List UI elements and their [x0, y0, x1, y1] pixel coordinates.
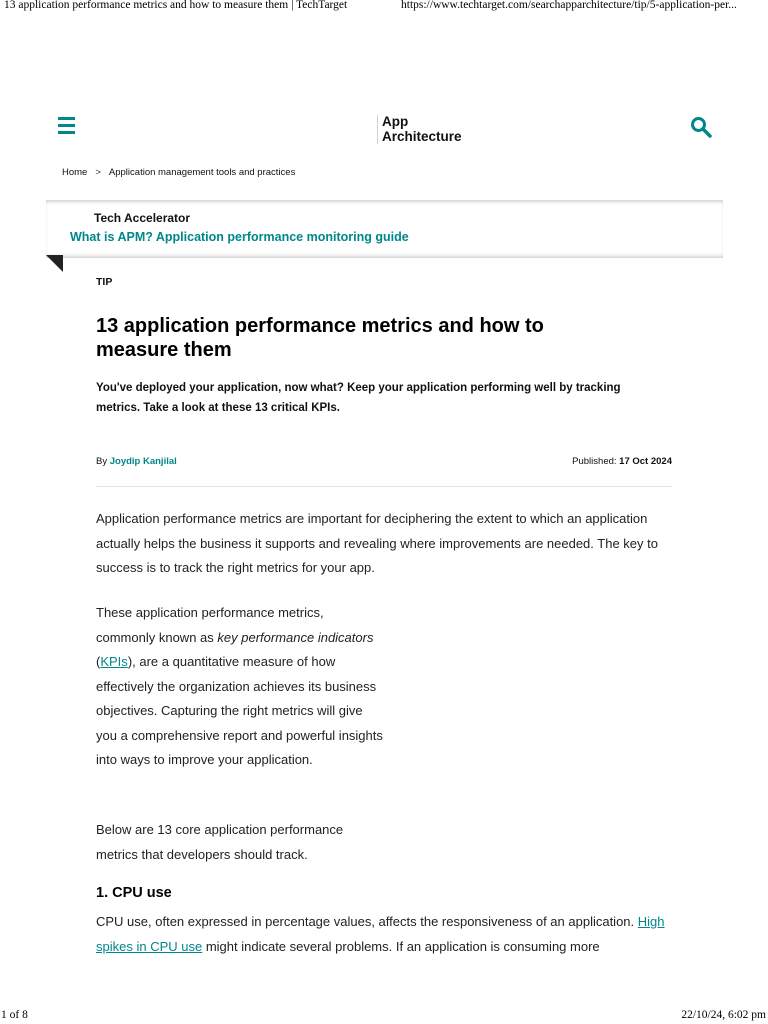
article-title: 13 application performance metrics and how to measure them: [96, 315, 544, 361]
author-link[interactable]: Joydip Kanjilal: [109, 456, 177, 467]
search-icon[interactable]: [690, 116, 712, 138]
tech-accelerator-label: Tech Accelerator: [94, 211, 191, 225]
p2-text-c: ), are a quantitative measure of how effectively the organization achieves its business objectives. Capturing the right metrics will give you a comprehensive report and powerful insights into ways to improve your application.: [96, 654, 383, 767]
breadcrumb-home-link[interactable]: Home: [62, 167, 88, 178]
p2-text-b: (: [96, 654, 101, 669]
print-header: [0, 0, 768, 14]
brand-divider: [377, 115, 378, 144]
tech-accelerator-banner: [46, 200, 723, 258]
article-summary: You've deployed your application, now what? Keep your application performing well by tracking metrics. Take a look at these 13 critical KPIs.: [96, 382, 621, 414]
print-footer: [0, 1009, 768, 1024]
print-footer-datetime: 22/10/24, 6:02 pm: [681, 1009, 766, 1021]
p4-text-a: CPU use, often expressed in percentage values, affects the responsiveness of an application.: [96, 914, 638, 929]
byline-label: By: [96, 456, 108, 467]
published-date: [572, 456, 672, 467]
p2-text-a: These application performance metrics, commonly known as: [96, 605, 324, 645]
breadcrumb-section-link[interactable]: Application management tools and practices: [108, 167, 296, 178]
section-heading-cpu-use: 1. CPU use: [96, 885, 172, 901]
p4-text-b: might indicate several problems. If an application is consuming more: [202, 938, 600, 954]
divider: [96, 486, 672, 487]
paragraph-kpi-definition: [96, 601, 386, 773]
brand-line-1: App: [382, 114, 409, 129]
paragraph-intro: Application performance metrics are important for deciphering the extent to which an application actually helps the business it supports and revealing where improvements are needed. The key to success is to track the right metrics for your app.: [96, 511, 658, 575]
published-label: Published:: [572, 456, 617, 467]
print-header-title: 13 application performance metrics and how to measure them | TechTarget: [4, 0, 348, 11]
print-header-url: https://www.techtarget.com/searchapparchitecture/tip/5-application-per...: [401, 0, 737, 11]
tech-accelerator-guide-link[interactable]: What is APM? Application performance monitoring guide: [70, 230, 409, 244]
brand-line-2: Architecture: [382, 129, 462, 144]
kpis-link[interactable]: KPIs: [100, 654, 128, 669]
corner-fold-decoration: [46, 255, 63, 272]
cpu-spikes-link[interactable]: High spikes in CPU use: [96, 914, 665, 954]
paragraph-list-intro: Below are 13 core application performance metrics that developers should track.: [96, 822, 344, 862]
byline: [96, 456, 177, 467]
published-date-value: 17 Oct 2024: [619, 456, 672, 467]
breadcrumb: [62, 167, 295, 178]
p2-emphasis: key performance indicators: [217, 629, 374, 645]
hamburger-menu-icon[interactable]: [58, 117, 75, 134]
article-type-label: TIP: [96, 276, 113, 288]
paragraph-cpu-use: [96, 910, 674, 959]
site-brand[interactable]: [382, 114, 462, 144]
print-footer-page-count: 1 of 8: [1, 1009, 28, 1021]
breadcrumb-separator: >: [95, 167, 101, 178]
